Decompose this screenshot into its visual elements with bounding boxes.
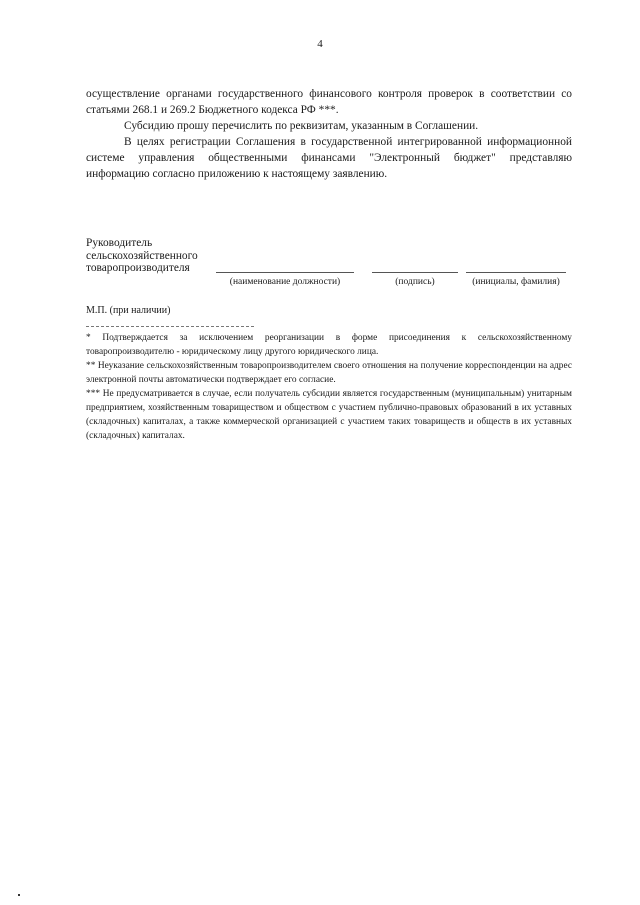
name-caption: (инициалы, фамилия) (472, 277, 560, 287)
signature-caption: (подпись) (395, 277, 435, 287)
signatory-label-line: Руководитель (86, 237, 153, 249)
footnotes (86, 331, 572, 443)
stamp-place-label: М.П. (при наличии) (86, 305, 171, 316)
signatory-label-line: товаропроизводителя (86, 262, 190, 274)
signature-line (372, 272, 458, 273)
position-caption: (наименование должности) (229, 277, 341, 287)
footnote-item: *** Не предусматривается в случае, если получатель субсидии является государственным (муниципальным) унитарным предприятием, хозяйственным товариществом и обществом с участием публично-правовых образований в их уставных (складочных) капиталах, а также коммерческой организацией с участием таких товариществ и обществ в их уставных (складочных) капиталах. (86, 389, 572, 441)
page-number: 4 (317, 38, 323, 50)
name-signature-line (466, 272, 566, 273)
position-signature-line (216, 272, 354, 273)
document-body (86, 86, 572, 182)
paragraph-agreement-registration: В целях регистрации Соглашения в государственной интегрированной информационной системе управления общественными финансами "Электронный бюджет" представляю информацию согласно приложению к настоящему заявлению. (86, 136, 572, 180)
footnote-item: ** Неуказание сельскохозяйственным товаропроизводителем своего отношения на получение корреспонденции на адрес электронной почты автоматически подтверждает его согласие. (86, 361, 572, 385)
signatory-label (86, 237, 198, 275)
footnote-divider (86, 326, 254, 327)
scan-corner-mark (18, 894, 20, 896)
footnote-item: * Подтверждается за исключением реорганизации в форме присоединения к сельскохозяйственному товаропроизводителю - юридическому лицу другого юридического лица. (86, 333, 572, 357)
paragraph-subsidy-transfer: Субсидию прошу перечислить по реквизитам, указанным в Соглашении. (124, 120, 479, 132)
paragraph-continuation: осуществление органами государственного финансового контроля проверок в соответствии со статьями 268.1 и 269.2 Бюджетного кодекса РФ ***. (86, 88, 572, 116)
signatory-label-line: сельскохозяйственного (86, 249, 198, 262)
